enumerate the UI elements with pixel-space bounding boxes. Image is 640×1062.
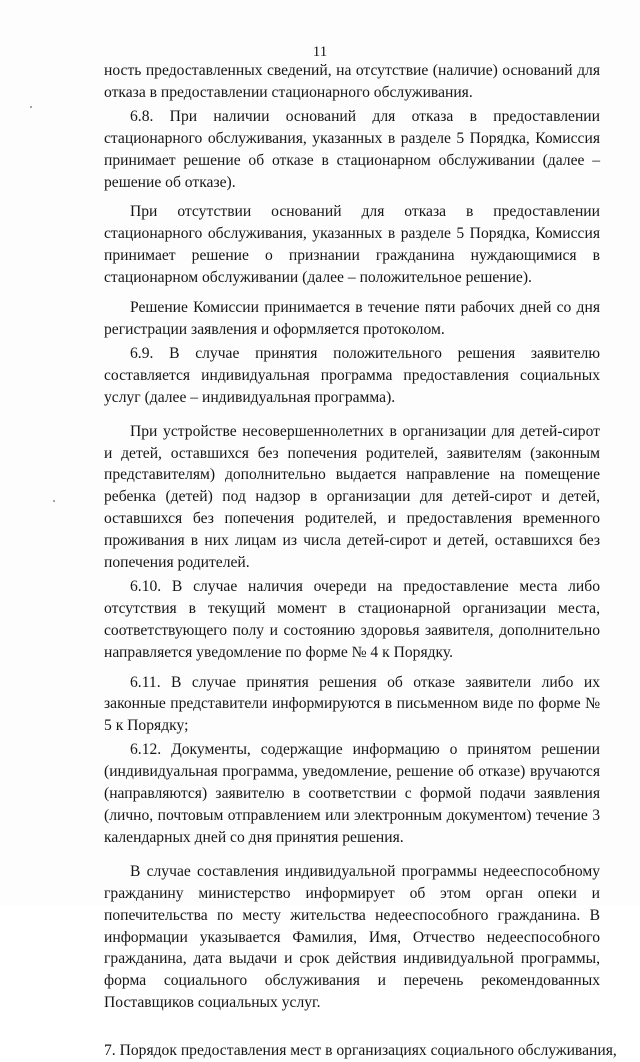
paragraph-6-9: 6.9. В случае принятия положительного решения заявителю составляется индивидуальная программа предоставления социальных услуг (далее – индивидуальная программа).: [104, 344, 600, 406]
paragraph-incapacitated: В случае составления индивидуальной программы недееспособному гражданину министерство информирует об этом орган опеки и попечительства по месту жительства недееспособного гражданина. В информации указывается Фамилия, Имя, Отчество недееспособного гражданина, дата выдачи и срок действия индивидуальной программы, форма социального обслуживания и перечень рекомендованных Поставщиков социальных услуг.: [104, 862, 600, 1012]
paragraph-continuation: ность предоставленных сведений, на отсутствие (наличие) оснований для отказа в предоставлении стационарного обслуживания.: [104, 62, 600, 101]
paragraph-6-10: 6.10. В случае наличия очереди на предоставление места либо отсутствия в текущий момент в стационарной организации места, соответствующего полу и состоянию здоровья заявителя, дополнительно направляется уведомление по форме № 4 к Порядку.: [104, 577, 600, 661]
paragraph-6-12: 6.12. Документы, содержащие информацию о принятом решении (индивидуальная программа, уведомление, решение об отказе) вручаются (направляются) заявителю в соответствии с формой подачи заявления (лично, почтовым отправлением или электронным документом) течение 3 календарных дней со дня принятия решения.: [104, 741, 600, 846]
paragraph-no-grounds: При отсутствии оснований для отказа в предоставлении стационарного обслуживания, указанных в разделе 5 Порядка, Комиссия принимает решение о признании гражданина нуждающимися в стационарном обслуживании (далее – положительное решение).: [104, 203, 600, 287]
document-body: [104, 60, 617, 1062]
paragraph-6-8: 6.8. При наличии оснований для отказа в предоставлении стационарного обслуживания, указанных в разделе 5 Порядка, Комиссия принимает решение об отказе в стационарном обслуживании (далее – решение об отказе).: [104, 107, 600, 191]
page-number: 11: [312, 44, 328, 60]
scan-speck: [53, 500, 55, 502]
paragraph-minors: При устройстве несовершеннолетних в организации для детей-сирот и детей, оставшихся без попечения родителей, заявителям (законным представителям) дополнительно выдается направление на помещение ребенка (детей) под надзор в организации для детей-сирот и детей, оставшихся без попечения родителей, и предоставления временного проживания в них лицам из числа детей-сирот и детей, оставшихся без попечения родителей.: [104, 422, 600, 572]
paragraph-commission-decision: Решение Комиссии принимается в течение пяти рабочих дней со дня регистрации заявления и оформляется протоколом.: [104, 299, 600, 338]
paragraph-6-11: 6.11. В случае принятия решения об отказе заявители либо их законные представители информируются в письменном виде по форме № 5 к Порядку;: [104, 673, 600, 735]
scan-speck: [30, 106, 32, 108]
section-heading-7: 7. Порядок предоставления мест в организациях социального обслуживания,: [104, 1042, 617, 1060]
